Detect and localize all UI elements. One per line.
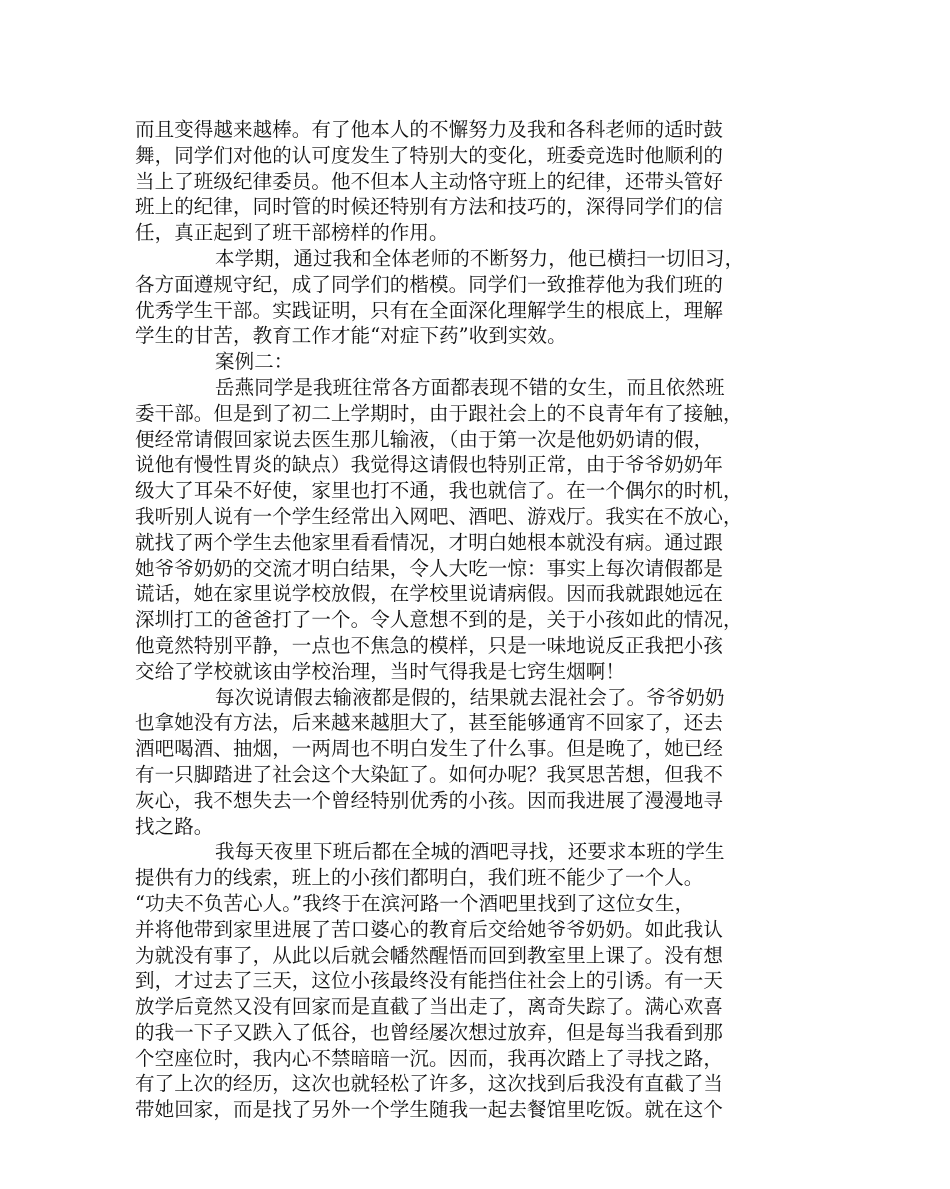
text-line: 谎话，她在家里说学校放假，在学校里说请病假。因而我就跟她远在 <box>135 582 724 606</box>
text-line: “功夫不负苦心人。”我终于在滨河路一个酒吧里找到了这位女生， <box>135 891 695 915</box>
text-line: 也拿她没有方法，后来越来越胆大了，甚至能够通宵不回家了，还去 <box>135 711 724 735</box>
text-line: 我听别人说有一个学生经常出入网吧、酒吧、游戏厅。我实在不放心， <box>135 504 743 528</box>
text-line: 当上了班级纪律委员。他不但本人主动恪守班上的纪律，还带头管好 <box>135 169 724 193</box>
text-line: 我每天夜里下班后都在全城的酒吧寻找，还要求本班的学生 <box>215 840 725 864</box>
text-line: 交给了学校就该由学校治理，当时气得我是七窍生烟啊！ <box>135 659 626 683</box>
text-line: 带她回家，而是找了另外一个学生随我一起去餐馆里吃饭。就在这个 <box>135 1098 724 1122</box>
text-line: 有一只脚踏进了社会这个大染缸了。如何办呢？我冥思苦想，但我不 <box>135 762 724 786</box>
text-line: 案例二： <box>215 350 294 374</box>
text-line: 到，才过去了三天，这位小孩最终没有能挡住社会上的引诱。有一天 <box>135 969 724 993</box>
text-line: 班上的纪律，同时管的时候还特别有方法和技巧的，深得同学们的信 <box>135 195 724 219</box>
text-line: 并将他带到家里进展了苦口婆心的教育后交给她爷爷奶奶。如此我认 <box>135 917 724 941</box>
text-line: 学生的甘苦，教育工作才能“对症下药”收到实效。 <box>135 324 567 348</box>
text-line: 级大了耳朵不好使，家里也打不通，我也就信了。在一个偶尔的时机， <box>135 479 743 503</box>
text-line: 的我一下子又跌入了低谷，也曾经屡次想过放弃，但是每当我看到那 <box>135 1020 724 1044</box>
text-line: 每次说请假去输液都是假的，结果就去混社会了。爷爷奶奶 <box>215 685 725 709</box>
text-line: 为就没有事了，从此以后就会幡然醒悟而回到教室里上课了。没有想 <box>135 943 724 967</box>
text-line: 有了上次的经历，这次也就轻松了许多，这次找到后我没有直截了当 <box>135 1072 724 1096</box>
text-line: 优秀学生干部。实践证明，只有在全面深化理解学生的根底上，理解 <box>135 298 724 322</box>
text-line: 个空座位时，我内心不禁暗暗一沉。因而，我再次踏上了寻找之路， <box>135 1046 724 1070</box>
text-line: 她爷爷奶奶的交流才明白结果，令人大吃一惊：事实上每次请假都是 <box>135 556 724 580</box>
text-line: 各方面遵规守纪，成了同学们的楷模。同学们一致推荐他为我们班的 <box>135 272 724 296</box>
text-line: 说他有慢性胃炎的缺点）我觉得这请假也特别正常，由于爷爷奶奶年 <box>135 453 724 477</box>
text-line: 找之路。 <box>135 814 214 838</box>
text-line: 而且变得越来越棒。有了他本人的不懈努力及我和各科老师的适时鼓 <box>135 118 724 141</box>
text-line: 便经常请假回家说去医生那儿输液，（由于第一次是他奶奶请的假， <box>135 427 714 451</box>
body-text <box>135 117 825 1123</box>
text-line: 他竟然特别平静，一点也不焦急的模样，只是一味地说反正我把小孩 <box>135 633 724 657</box>
text-line: 灰心，我不想失去一个曾经特别优秀的小孩。因而我进展了漫漫地寻 <box>135 788 724 812</box>
text-line: 放学后竟然又没有回家而是直截了当出走了，离奇失踪了。满心欢喜 <box>135 995 724 1019</box>
text-line: 本学期，通过我和全体老师的不断努力，他已横扫一切旧习， <box>215 246 745 270</box>
text-line: 提供有力的线索，班上的小孩们都明白，我们班不能少了一个人。 <box>135 866 704 890</box>
text-line: 任，真正起到了班干部榜样的作用。 <box>135 221 449 245</box>
text-line: 就找了两个学生去他家里看看情况，才明白她根本就没有病。通过跟 <box>135 530 724 554</box>
text-line: 委干部。但是到了初二上学期时，由于跟社会上的不良青年有了接触， <box>135 401 743 425</box>
text-line: 岳燕同学是我班往常各方面都表现不错的女生，而且依然班 <box>215 375 725 399</box>
text-line: 酒吧喝酒、抽烟，一两周也不明白发生了什么事。但是晚了，她已经 <box>135 737 724 761</box>
text-line: 深圳打工的爸爸打了一个。令人意想不到的是，关于小孩如此的情况， <box>135 608 743 632</box>
text-line: 舞，同学们对他的认可度发生了特别大的变化，班委竞选时他顺利的 <box>135 143 724 167</box>
